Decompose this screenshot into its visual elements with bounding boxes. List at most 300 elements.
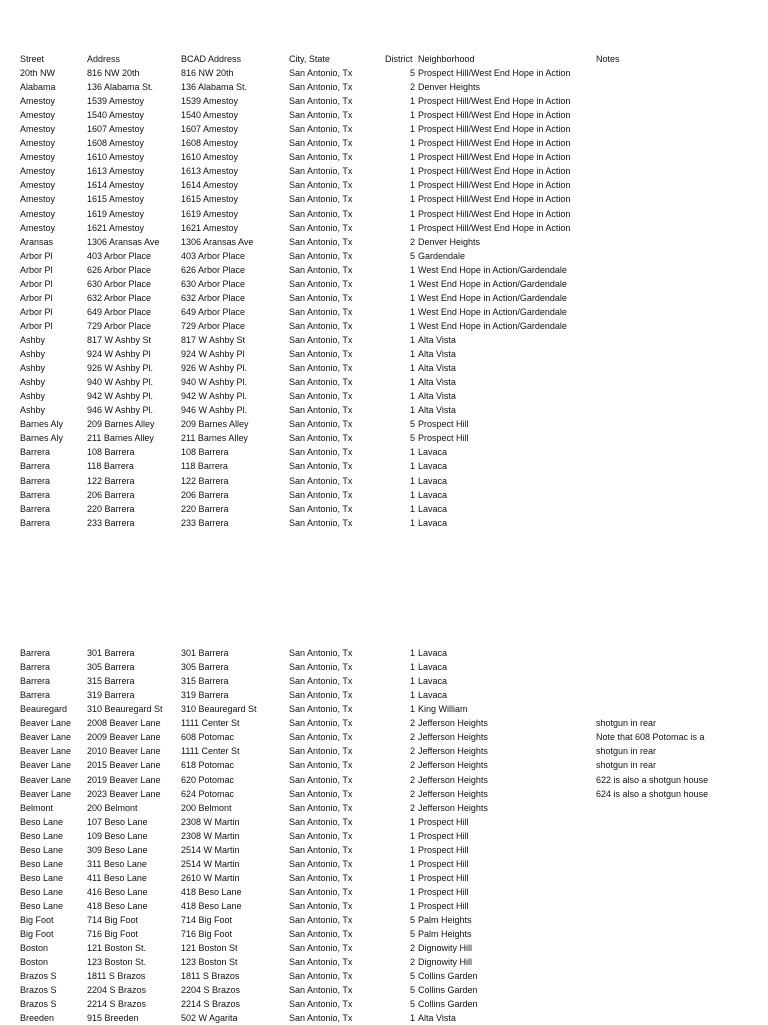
cell-street: Barrera — [20, 662, 51, 672]
header-bcad-address: BCAD Address — [181, 54, 242, 64]
cell-bcad-address: 630 Arbor Place — [181, 278, 246, 289]
cell-bcad-address: 319 Barrera — [181, 690, 229, 701]
cell-bcad-address: 2204 S Brazos — [181, 985, 241, 996]
table-row — [0, 758, 768, 772]
cell-city-state: San Antonio, Tx — [289, 292, 353, 303]
cell-street: Arbor Pl — [20, 306, 53, 317]
cell-address: 1306 Aransas Ave — [87, 236, 160, 247]
cell-street: Beaver Lane — [20, 746, 72, 757]
cell-district: 1 — [409, 900, 415, 911]
cell-address: 206 Barrera — [87, 489, 135, 500]
cell-address: 310 Beauregard St — [87, 704, 163, 715]
cell-street: Ashby — [20, 363, 46, 374]
table-row — [0, 445, 768, 459]
cell-neighborhood: Lavaca — [418, 461, 448, 472]
cell-district: 5 — [409, 999, 415, 1010]
cell-district: 1 — [409, 447, 415, 458]
cell-district: 1 — [409, 377, 415, 388]
cell-bcad-address: 301 Barrera — [181, 648, 229, 658]
table-row — [0, 122, 768, 136]
cell-notes: Note that 608 Potomac is a — [596, 732, 705, 743]
cell-bcad-address: 233 Barrera — [181, 517, 229, 528]
cell-neighborhood: Alta Vista — [418, 1013, 456, 1024]
table-row — [0, 730, 768, 744]
cell-neighborhood: Prospect Hill — [418, 830, 469, 841]
cell-district: 1 — [409, 704, 415, 715]
cell-district: 1 — [409, 872, 415, 883]
cell-neighborhood: Prospect Hill/West End Hope in Action — [418, 166, 571, 177]
cell-address: 940 W Ashby Pl. — [87, 377, 154, 388]
cell-street: Beaver Lane — [20, 788, 72, 799]
cell-neighborhood: Prospect Hill — [418, 886, 469, 897]
table-row — [0, 660, 768, 674]
cell-city-state: San Antonio, Tx — [289, 830, 353, 841]
cell-bcad-address: 121 Boston St — [181, 943, 238, 953]
cell-notes: shotgun in rear — [596, 746, 657, 757]
table-row — [0, 857, 768, 871]
cell-street: Beaver Lane — [20, 760, 72, 771]
cell-street: Amestoy — [20, 222, 56, 233]
cell-city-state: San Antonio, Tx — [289, 194, 353, 205]
table-row — [0, 941, 768, 955]
cell-address: 136 Alabama St. — [87, 82, 154, 92]
cell-bcad-address: 1111 Center St — [181, 746, 240, 757]
cell-bcad-address: 1607 Amestoy — [181, 124, 239, 135]
cell-street: Beso Lane — [20, 816, 64, 827]
cell-neighborhood: Alta Vista — [418, 363, 456, 374]
table-row — [0, 403, 768, 417]
cell-street: Big Foot — [20, 915, 54, 925]
cell-address: 1610 Amestoy — [87, 152, 145, 163]
cell-district: 5 — [409, 985, 415, 996]
cell-street: Barrera — [20, 676, 51, 687]
cell-address: 123 Boston St. — [87, 957, 147, 968]
cell-district: 1 — [409, 208, 415, 219]
cell-address: 411 Beso Lane — [87, 872, 147, 883]
cell-city-state: San Antonio, Tx — [289, 985, 353, 996]
cell-city-state: San Antonio, Tx — [289, 648, 353, 658]
cell-address: 311 Beso Lane — [87, 858, 147, 869]
cell-address: 926 W Ashby Pl. — [87, 363, 154, 374]
cell-street: Barrera — [20, 489, 51, 500]
table-row — [0, 688, 768, 702]
cell-neighborhood: Prospect Hill — [418, 816, 469, 827]
cell-district: 2 — [409, 760, 415, 771]
cell-street: Brazos S — [20, 971, 57, 982]
cell-district: 1 — [409, 475, 415, 486]
table-row — [0, 150, 768, 164]
cell-city-state: San Antonio, Tx — [289, 517, 353, 528]
cell-street: Beso Lane — [20, 900, 64, 911]
cell-neighborhood: Prospect Hill — [418, 872, 469, 883]
cell-address: 309 Beso Lane — [87, 844, 148, 855]
cell-address: 122 Barrera — [87, 475, 135, 486]
cell-neighborhood: Jefferson Heights — [418, 802, 488, 813]
cell-district: 1 — [409, 292, 415, 303]
cell-bcad-address: 2514 W Martin — [181, 858, 240, 869]
cell-bcad-address: 1111 Center St — [181, 718, 240, 729]
cell-neighborhood: Prospect Hill/West End Hope in Action — [418, 96, 571, 107]
table-row — [0, 235, 768, 249]
cell-city-state: San Antonio, Tx — [289, 503, 353, 514]
cell-city-state: San Antonio, Tx — [289, 732, 353, 743]
cell-district: 1 — [409, 278, 415, 289]
cell-district: 1 — [409, 138, 415, 149]
cell-district: 1 — [409, 648, 415, 658]
cell-district: 5 — [409, 419, 415, 430]
cell-city-state: San Antonio, Tx — [289, 138, 353, 149]
cell-neighborhood: Denver Heights — [418, 82, 481, 92]
table-row — [0, 787, 768, 801]
cell-address: 817 W Ashby St — [87, 334, 152, 345]
cell-neighborhood: Prospect Hill/West End Hope in Action — [418, 68, 571, 78]
cell-neighborhood: Prospect Hill/West End Hope in Action — [418, 152, 571, 163]
header-city-state: City, State — [289, 54, 330, 64]
cell-city-state: San Antonio, Tx — [289, 1013, 353, 1024]
cell-neighborhood: Prospect Hill/West End Hope in Action — [418, 194, 571, 205]
cell-address: 200 Belmont — [87, 802, 138, 813]
cell-street: Arbor Pl — [20, 320, 53, 331]
cell-district: 2 — [409, 718, 415, 729]
cell-district: 1 — [409, 320, 415, 331]
cell-city-state: San Antonio, Tx — [289, 676, 353, 687]
cell-neighborhood: West End Hope in Action/Gardendale — [418, 292, 567, 303]
cell-address: 1811 S Brazos — [87, 971, 146, 982]
cell-district: 2 — [409, 732, 415, 743]
cell-district: 1 — [409, 349, 415, 359]
table-row — [0, 516, 768, 530]
cell-bcad-address: 716 Big Foot — [181, 929, 233, 939]
cell-district: 1 — [409, 662, 415, 672]
cell-street: Amestoy — [20, 124, 56, 135]
cell-city-state: San Antonio, Tx — [289, 306, 353, 317]
table-row — [0, 192, 768, 206]
cell-district: 2 — [409, 957, 415, 968]
cell-address: 2010 Beaver Lane — [87, 746, 161, 757]
cell-district: 5 — [409, 68, 415, 78]
table-row — [0, 417, 768, 431]
cell-street: Ashby — [20, 349, 46, 359]
table-row — [0, 431, 768, 445]
cell-street: Ashby — [20, 405, 46, 416]
cell-district: 5 — [409, 250, 415, 261]
cell-neighborhood: West End Hope in Action/Gardendale — [418, 278, 567, 289]
header-notes: Notes — [596, 54, 620, 64]
cell-street: Arbor Pl — [20, 264, 53, 275]
cell-neighborhood: Prospect Hill/West End Hope in Action — [418, 180, 571, 191]
cell-address: 924 W Ashby Pl — [87, 349, 151, 359]
cell-notes: 622 is also a shotgun house — [596, 774, 709, 785]
cell-district: 2 — [409, 788, 415, 799]
table-row — [0, 716, 768, 730]
cell-city-state: San Antonio, Tx — [289, 844, 353, 855]
cell-address: 319 Barrera — [87, 690, 135, 701]
cell-neighborhood: Prospect Hill/West End Hope in Action — [418, 124, 571, 135]
table-row — [0, 474, 768, 488]
cell-address: 2019 Beaver Lane — [87, 774, 161, 785]
cell-district: 1 — [409, 334, 415, 345]
cell-bcad-address: 632 Arbor Place — [181, 292, 246, 303]
cell-neighborhood: West End Hope in Action/Gardendale — [418, 306, 567, 317]
cell-street: Arbor Pl — [20, 278, 53, 289]
cell-address: 121 Boston St. — [87, 943, 147, 953]
cell-neighborhood: Lavaca — [418, 489, 448, 500]
table-row — [0, 702, 768, 716]
cell-city-state: San Antonio, Tx — [289, 236, 353, 247]
cell-neighborhood: Dignowity Hill — [418, 957, 473, 968]
cell-city-state: San Antonio, Tx — [289, 957, 353, 968]
cell-street: Ashby — [20, 334, 46, 345]
cell-address: 630 Arbor Place — [87, 278, 152, 289]
cell-address: 1613 Amestoy — [87, 166, 145, 177]
cell-neighborhood: Alta Vista — [418, 334, 456, 345]
cell-street: Amestoy — [20, 152, 56, 163]
header-district: District — [385, 54, 413, 64]
cell-street: Boston — [20, 957, 49, 968]
cell-neighborhood: Dignowity Hill — [418, 943, 473, 953]
header-row — [0, 52, 768, 66]
cell-neighborhood: Prospect Hill/West End Hope in Action — [418, 208, 571, 219]
cell-bcad-address: 624 Potomac — [181, 788, 235, 799]
table-row — [0, 249, 768, 263]
table-row — [0, 955, 768, 969]
table-row — [0, 815, 768, 829]
cell-city-state: San Antonio, Tx — [289, 718, 353, 729]
cell-city-state: San Antonio, Tx — [289, 788, 353, 799]
table-row — [0, 885, 768, 899]
cell-bcad-address: 1539 Amestoy — [181, 96, 239, 107]
cell-city-state: San Antonio, Tx — [289, 690, 353, 701]
cell-notes: shotgun in rear — [596, 760, 657, 771]
cell-city-state: San Antonio, Tx — [289, 349, 353, 359]
cell-neighborhood: Jefferson Heights — [418, 774, 488, 785]
cell-address: 1614 Amestoy — [87, 180, 145, 191]
cell-address: 1619 Amestoy — [87, 208, 145, 219]
cell-district: 2 — [409, 802, 415, 813]
cell-district: 1 — [409, 264, 415, 275]
cell-district: 1 — [409, 886, 415, 897]
cell-address: 2015 Beaver Lane — [87, 760, 161, 771]
cell-bcad-address: 626 Arbor Place — [181, 264, 246, 275]
cell-address: 816 NW 20th — [87, 68, 140, 78]
cell-district: 1 — [409, 306, 415, 317]
cell-street: Barrera — [20, 517, 51, 528]
cell-neighborhood: Prospect Hill/West End Hope in Action — [418, 138, 571, 149]
cell-district: 1 — [409, 503, 415, 514]
cell-bcad-address: 305 Barrera — [181, 662, 229, 672]
cell-street: Amestoy — [20, 194, 56, 205]
cell-bcad-address: 418 Beso Lane — [181, 900, 242, 911]
cell-district: 1 — [409, 110, 415, 121]
cell-street: Big Foot — [20, 929, 54, 939]
cell-address: 108 Barrera — [87, 447, 135, 458]
cell-neighborhood: Prospect Hill — [418, 419, 469, 430]
cell-bcad-address: 1614 Amestoy — [181, 180, 239, 191]
cell-city-state: San Antonio, Tx — [289, 489, 353, 500]
cell-bcad-address: 315 Barrera — [181, 676, 229, 687]
cell-address: 211 Barnes Alley — [87, 433, 154, 444]
cell-city-state: San Antonio, Tx — [289, 746, 353, 757]
table-row — [0, 674, 768, 688]
cell-city-state: San Antonio, Tx — [289, 334, 353, 345]
cell-district: 1 — [409, 96, 415, 107]
cell-address: 107 Beso Lane — [87, 816, 148, 827]
cell-city-state: San Antonio, Tx — [289, 662, 353, 672]
cell-bcad-address: 1610 Amestoy — [181, 152, 239, 163]
cell-district: 1 — [409, 124, 415, 135]
cell-district: 1 — [409, 180, 415, 191]
table-row — [0, 913, 768, 927]
cell-address: 626 Arbor Place — [87, 264, 152, 275]
cell-street: Barrera — [20, 690, 51, 701]
cell-street: Barrera — [20, 503, 51, 514]
cell-street: Barrera — [20, 461, 51, 472]
cell-bcad-address: 220 Barrera — [181, 503, 229, 514]
cell-street: Amestoy — [20, 138, 56, 149]
cell-city-state: San Antonio, Tx — [289, 152, 353, 163]
table-row — [0, 843, 768, 857]
cell-bcad-address: 418 Beso Lane — [181, 886, 242, 897]
cell-neighborhood: Alta Vista — [418, 349, 456, 359]
cell-neighborhood: King William — [418, 704, 468, 715]
cell-bcad-address: 1608 Amestoy — [181, 138, 239, 149]
cell-bcad-address: 1811 S Brazos — [181, 971, 240, 982]
table-row — [0, 801, 768, 815]
cell-neighborhood: Jefferson Heights — [418, 732, 488, 743]
cell-district: 5 — [409, 971, 415, 982]
cell-bcad-address: 502 W Agarita — [181, 1013, 238, 1024]
cell-district: 1 — [409, 194, 415, 205]
cell-bcad-address: 2214 S Brazos — [181, 999, 241, 1010]
cell-address: 632 Arbor Place — [87, 292, 152, 303]
header-neighborhood: Neighborhood — [418, 54, 475, 64]
cell-city-state: San Antonio, Tx — [289, 900, 353, 911]
cell-bcad-address: 817 W Ashby St — [181, 334, 246, 345]
cell-address: 418 Beso Lane — [87, 900, 148, 911]
table-row — [0, 488, 768, 502]
cell-neighborhood: Prospect Hill — [418, 844, 469, 855]
cell-city-state: San Antonio, Tx — [289, 96, 353, 107]
cell-address: 2009 Beaver Lane — [87, 732, 161, 743]
cell-neighborhood: Lavaca — [418, 676, 448, 687]
cell-address: 1608 Amestoy — [87, 138, 145, 149]
cell-address: 915 Breeden — [87, 1013, 139, 1024]
cell-bcad-address: 403 Arbor Place — [181, 250, 246, 261]
cell-city-state: San Antonio, Tx — [289, 222, 353, 233]
table-row — [0, 319, 768, 333]
cell-district: 5 — [409, 929, 415, 939]
table-row — [0, 744, 768, 758]
cell-bcad-address: 200 Belmont — [181, 802, 232, 813]
cell-neighborhood: Alta Vista — [418, 377, 456, 388]
cell-street: Beso Lane — [20, 886, 64, 897]
cell-neighborhood: Alta Vista — [418, 391, 456, 402]
table-row — [0, 221, 768, 235]
cell-street: Barnes Aly — [20, 433, 64, 444]
cell-street: Beaver Lane — [20, 718, 72, 729]
cell-neighborhood: Gardendale — [418, 250, 466, 261]
table-row — [0, 108, 768, 122]
cell-city-state: San Antonio, Tx — [289, 858, 353, 869]
cell-bcad-address: 211 Barnes Alley — [181, 433, 248, 444]
cell-street: Beso Lane — [20, 858, 64, 869]
table-row — [0, 178, 768, 192]
table-row — [0, 459, 768, 473]
cell-address: 118 Barrera — [87, 461, 134, 472]
cell-address: 1540 Amestoy — [87, 110, 145, 121]
cell-bcad-address: 1540 Amestoy — [181, 110, 239, 121]
cell-neighborhood: Denver Heights — [418, 236, 481, 247]
cell-district: 1 — [409, 690, 415, 701]
table-row — [0, 333, 768, 347]
cell-city-state: San Antonio, Tx — [289, 915, 353, 925]
cell-neighborhood: Collins Garden — [418, 985, 478, 996]
cell-district: 1 — [409, 858, 415, 869]
cell-bcad-address: 940 W Ashby Pl. — [181, 377, 248, 388]
cell-address: 1615 Amestoy — [87, 194, 145, 205]
cell-district: 1 — [409, 517, 415, 528]
cell-street: Brazos S — [20, 985, 57, 996]
cell-bcad-address: 618 Potomac — [181, 760, 235, 771]
cell-bcad-address: 118 Barrera — [181, 461, 228, 472]
cell-neighborhood: West End Hope in Action/Gardendale — [418, 320, 567, 331]
cell-city-state: San Antonio, Tx — [289, 82, 353, 92]
cell-district: 1 — [409, 816, 415, 827]
cell-street: Amestoy — [20, 110, 56, 121]
cell-district: 2 — [409, 774, 415, 785]
cell-address: 729 Arbor Place — [87, 320, 152, 331]
cell-address: 1621 Amestoy — [87, 222, 145, 233]
cell-bcad-address: 2308 W Martin — [181, 816, 240, 827]
cell-street: Amestoy — [20, 208, 56, 219]
cell-neighborhood: Alta Vista — [418, 405, 456, 416]
cell-bcad-address: 2514 W Martin — [181, 844, 240, 855]
cell-neighborhood: Collins Garden — [418, 999, 478, 1010]
header-address: Address — [87, 54, 121, 64]
cell-address: 315 Barrera — [87, 676, 135, 687]
cell-city-state: San Antonio, Tx — [289, 180, 353, 191]
cell-district: 1 — [409, 489, 415, 500]
cell-city-state: San Antonio, Tx — [289, 405, 353, 416]
cell-neighborhood: Prospect Hill/West End Hope in Action — [418, 222, 571, 233]
cell-neighborhood: Jefferson Heights — [418, 788, 488, 799]
cell-address: 2214 S Brazos — [87, 999, 147, 1010]
cell-street: Breeden — [20, 1013, 55, 1024]
cell-neighborhood: Lavaca — [418, 690, 448, 701]
cell-address: 946 W Ashby Pl. — [87, 405, 154, 416]
cell-street: Ashby — [20, 377, 46, 388]
cell-street: Amestoy — [20, 166, 56, 177]
table-row — [0, 1011, 768, 1025]
cell-street: Boston — [20, 943, 49, 953]
cell-bcad-address: 1613 Amestoy — [181, 166, 239, 177]
cell-street: Brazos S — [20, 999, 57, 1010]
table-row — [0, 871, 768, 885]
cell-district: 1 — [409, 676, 415, 687]
cell-bcad-address: 136 Alabama St. — [181, 82, 248, 92]
cell-street: Amestoy — [20, 180, 56, 191]
cell-notes: 624 is also a shotgun house — [596, 788, 709, 799]
cell-street: 20th NW — [20, 68, 56, 78]
table-row — [0, 997, 768, 1011]
cell-district: 1 — [409, 152, 415, 163]
cell-street: Alabama — [20, 82, 56, 92]
cell-street: Aransas — [20, 236, 54, 247]
cell-bcad-address: 608 Potomac — [181, 732, 235, 743]
cell-neighborhood: Prospect Hill — [418, 858, 469, 869]
cell-address: 301 Barrera — [87, 648, 135, 658]
cell-district: 2 — [409, 82, 415, 92]
